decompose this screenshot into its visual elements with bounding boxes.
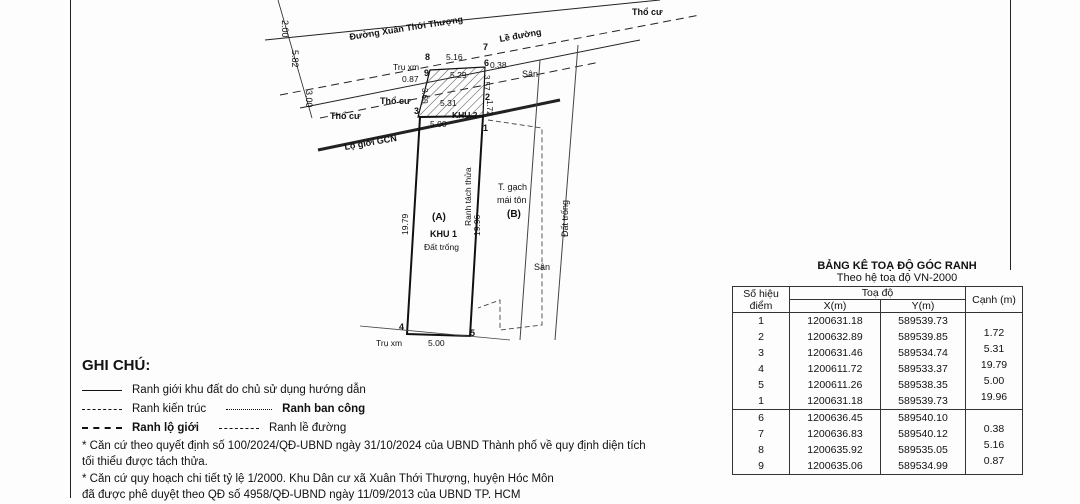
- dim-19-96-label: 19.96: [472, 214, 482, 236]
- table-cell: 1: [758, 315, 764, 327]
- table-cell: 1200632.89: [807, 331, 863, 343]
- table-cell: 2: [758, 331, 764, 343]
- group2-y-cell: [881, 410, 966, 475]
- header-coord: Toạ độ: [790, 287, 966, 300]
- legend-ranh-ban-cong: Ranh ban công: [282, 402, 366, 415]
- dim-5-16-label: 5.16: [446, 52, 463, 62]
- group1-points-cell: [733, 313, 790, 410]
- tho-cu-left-label: Thổ cư: [330, 111, 361, 121]
- group2-points-cell: [733, 410, 790, 475]
- note-line-1: * Căn cứ theo quyết định số 100/2024/QĐ-UBND ngày 31/10/2024 của UBND Thành phố về quy định diện tích: [82, 439, 646, 452]
- table-cell: 589539.73: [898, 315, 948, 327]
- t-gach-label: T. gạch: [498, 182, 528, 192]
- table-cell: 1200636.83: [807, 428, 863, 440]
- dim-5-top-label: 5.00: [430, 119, 447, 129]
- table-cell: 1200631.18: [807, 315, 863, 327]
- note-line-2: tối thiểu được tách thửa.: [82, 456, 208, 468]
- dim-1-72-label: 1.72: [485, 100, 494, 116]
- legend-row-3: [82, 419, 722, 438]
- group2-edges-cell: [966, 410, 1023, 475]
- header-x: X(m): [790, 300, 881, 313]
- dim-3-60-label: 3.60: [420, 88, 429, 104]
- table-cell: 8: [758, 444, 764, 456]
- legend-ranh-gioi: Ranh giới khu đất do chủ sử dụng hướng dẫn: [132, 383, 366, 396]
- dash-dot-line-symbol: [82, 427, 122, 429]
- dat-trong-1-label: Đất trống: [424, 242, 459, 252]
- legend-row-1: [82, 381, 722, 400]
- point-6-label: 6: [484, 58, 490, 68]
- label-b: (B): [507, 209, 521, 220]
- tho-cu-top-label: Thổ cư: [632, 7, 663, 17]
- notes-title: GHI CHÚ:: [82, 357, 151, 374]
- dashed-line-symbol: [82, 409, 122, 410]
- dotted-line-symbol: [226, 409, 272, 410]
- point-4-label: 4: [399, 322, 405, 332]
- ranh-tach-thua-label: Ranh tách thửa: [463, 167, 473, 226]
- point-1-label: 1: [483, 123, 489, 133]
- coordinate-table-block: [732, 260, 1062, 475]
- dim-2-label: 2.00: [280, 20, 290, 38]
- table-cell: 5.00: [983, 375, 1005, 387]
- house-b-outline: [478, 120, 542, 330]
- table-cell: 1200635.06: [807, 460, 863, 472]
- group1-edges-cell: [966, 313, 1023, 410]
- note-line-4: đã được phê duyệt theo QĐ số 4958/QĐ-UBND ngày 11/09/2013 của UBND TP. HCM: [82, 489, 521, 501]
- table-cell: 3: [758, 347, 764, 359]
- table-cell: 1200611.72: [807, 363, 863, 375]
- table-cell: 589539.85: [898, 331, 948, 343]
- road-line-right: [555, 45, 578, 340]
- table-cell: 589539.73: [898, 395, 948, 407]
- dim-0-87-label: 0.87: [402, 74, 419, 84]
- label-a: (A): [432, 212, 446, 223]
- table-cell: 0.38: [983, 423, 1005, 435]
- tru-xm-bottom-label: Trụ xm: [376, 338, 403, 348]
- legend-ranh-le-duong: Ranh lề đường: [268, 421, 347, 434]
- notes-section: [82, 358, 722, 504]
- table-cell: 589538.35: [898, 379, 948, 391]
- group2-x-cell: [790, 410, 881, 475]
- solid-line-symbol: [82, 390, 122, 391]
- table-cell: 1: [758, 395, 764, 407]
- long-dash-line-symbol: [219, 428, 259, 429]
- coord-table-title: BẢNG KÊ TOẠ ĐỘ GÓC RANH: [817, 260, 977, 272]
- table-cell: 1200631.18: [807, 395, 863, 407]
- table-cell: 1200611.26: [807, 379, 863, 391]
- dim-5-29-label: 5.29: [450, 70, 467, 80]
- dim-5-bottom-label: 5.00: [428, 338, 445, 348]
- point-3-label: 3: [414, 106, 420, 116]
- mai-ton-label: mái tôn: [497, 195, 527, 205]
- dat-trong-2-label: Đất trống: [560, 199, 570, 237]
- coordinate-table: [732, 286, 1023, 475]
- dim-5-82-label: 5.82: [290, 50, 300, 68]
- khu2-label: KHU 2: [452, 110, 478, 120]
- san-right-label: Sân: [534, 262, 551, 272]
- table-cell: 589534.99: [898, 460, 948, 472]
- point-2-label: 2: [485, 92, 491, 102]
- header-y: Y(m): [881, 300, 966, 313]
- table-cell: 589533.37: [898, 363, 948, 375]
- legend-ranh-kien-truc: Ranh kiến trúc: [132, 402, 207, 415]
- point-9-label: 9: [424, 68, 430, 78]
- table-cell: 0.87: [983, 455, 1005, 467]
- dim-5-31-label: 5.31: [440, 98, 457, 108]
- table-cell: 19.96: [980, 391, 1008, 403]
- le-duong-label: Lề đường: [498, 26, 543, 44]
- point-7-label: 7: [483, 42, 489, 52]
- table-cell: 7: [758, 428, 764, 440]
- dim-3-57-label: 3.57: [482, 75, 491, 91]
- table-cell: 1200635.92: [807, 444, 863, 456]
- road-name-label: Đường Xuân Thới Thượng: [348, 14, 464, 42]
- dim-19-79-label: 19.79: [400, 213, 410, 235]
- table-cell: 5.16: [983, 439, 1005, 451]
- table-cell: 4: [758, 363, 764, 375]
- point-5-label: 5: [470, 328, 476, 338]
- group1-y-cell: [881, 313, 966, 410]
- lo-gioi-label: Lộ giới GCN: [343, 132, 398, 152]
- note-line-3: * Căn cứ quy hoạch chi tiết tỷ lệ 1/2000. Khu Dân cư xã Xuân Thới Thượng, huyện Hóc Môn: [82, 472, 554, 485]
- coord-table-subtitle: Theo hệ toạ độ VN-2000: [836, 272, 958, 284]
- table-cell: 9: [758, 460, 764, 472]
- tho-cu-mid-label: Thổ cư: [380, 96, 411, 106]
- table-cell: 589540.10: [898, 412, 948, 424]
- point-8-label: 8: [425, 52, 431, 62]
- table-cell: 1.72: [983, 327, 1005, 339]
- legend-row-2: [82, 400, 722, 419]
- header-edge: Cạnh (m): [966, 287, 1023, 313]
- table-cell: 19.79: [980, 359, 1008, 371]
- legend-ranh-lo-gioi: Ranh lộ giới: [132, 421, 199, 434]
- table-cell: 5.31: [983, 343, 1005, 355]
- table-cell: 1200636.45: [807, 412, 863, 424]
- san-top-label: Sân: [522, 69, 539, 79]
- table-cell: 6: [758, 412, 764, 424]
- dim-0-38-label: 0.38: [490, 60, 507, 70]
- table-cell: 589534.74: [898, 347, 948, 359]
- group1-x-cell: [790, 313, 881, 410]
- header-point: Số hiệu điểm: [733, 287, 790, 313]
- table-cell: 1200631.46: [807, 347, 863, 359]
- table-cell: 589540.12: [898, 428, 948, 440]
- khu1-label: KHU 1: [430, 229, 458, 239]
- table-cell: 5: [758, 379, 764, 391]
- dim-3-label: 3.00: [304, 90, 314, 108]
- table-cell: 589535.05: [898, 444, 948, 456]
- tru-xm-top-label: Trụ xm: [393, 62, 420, 72]
